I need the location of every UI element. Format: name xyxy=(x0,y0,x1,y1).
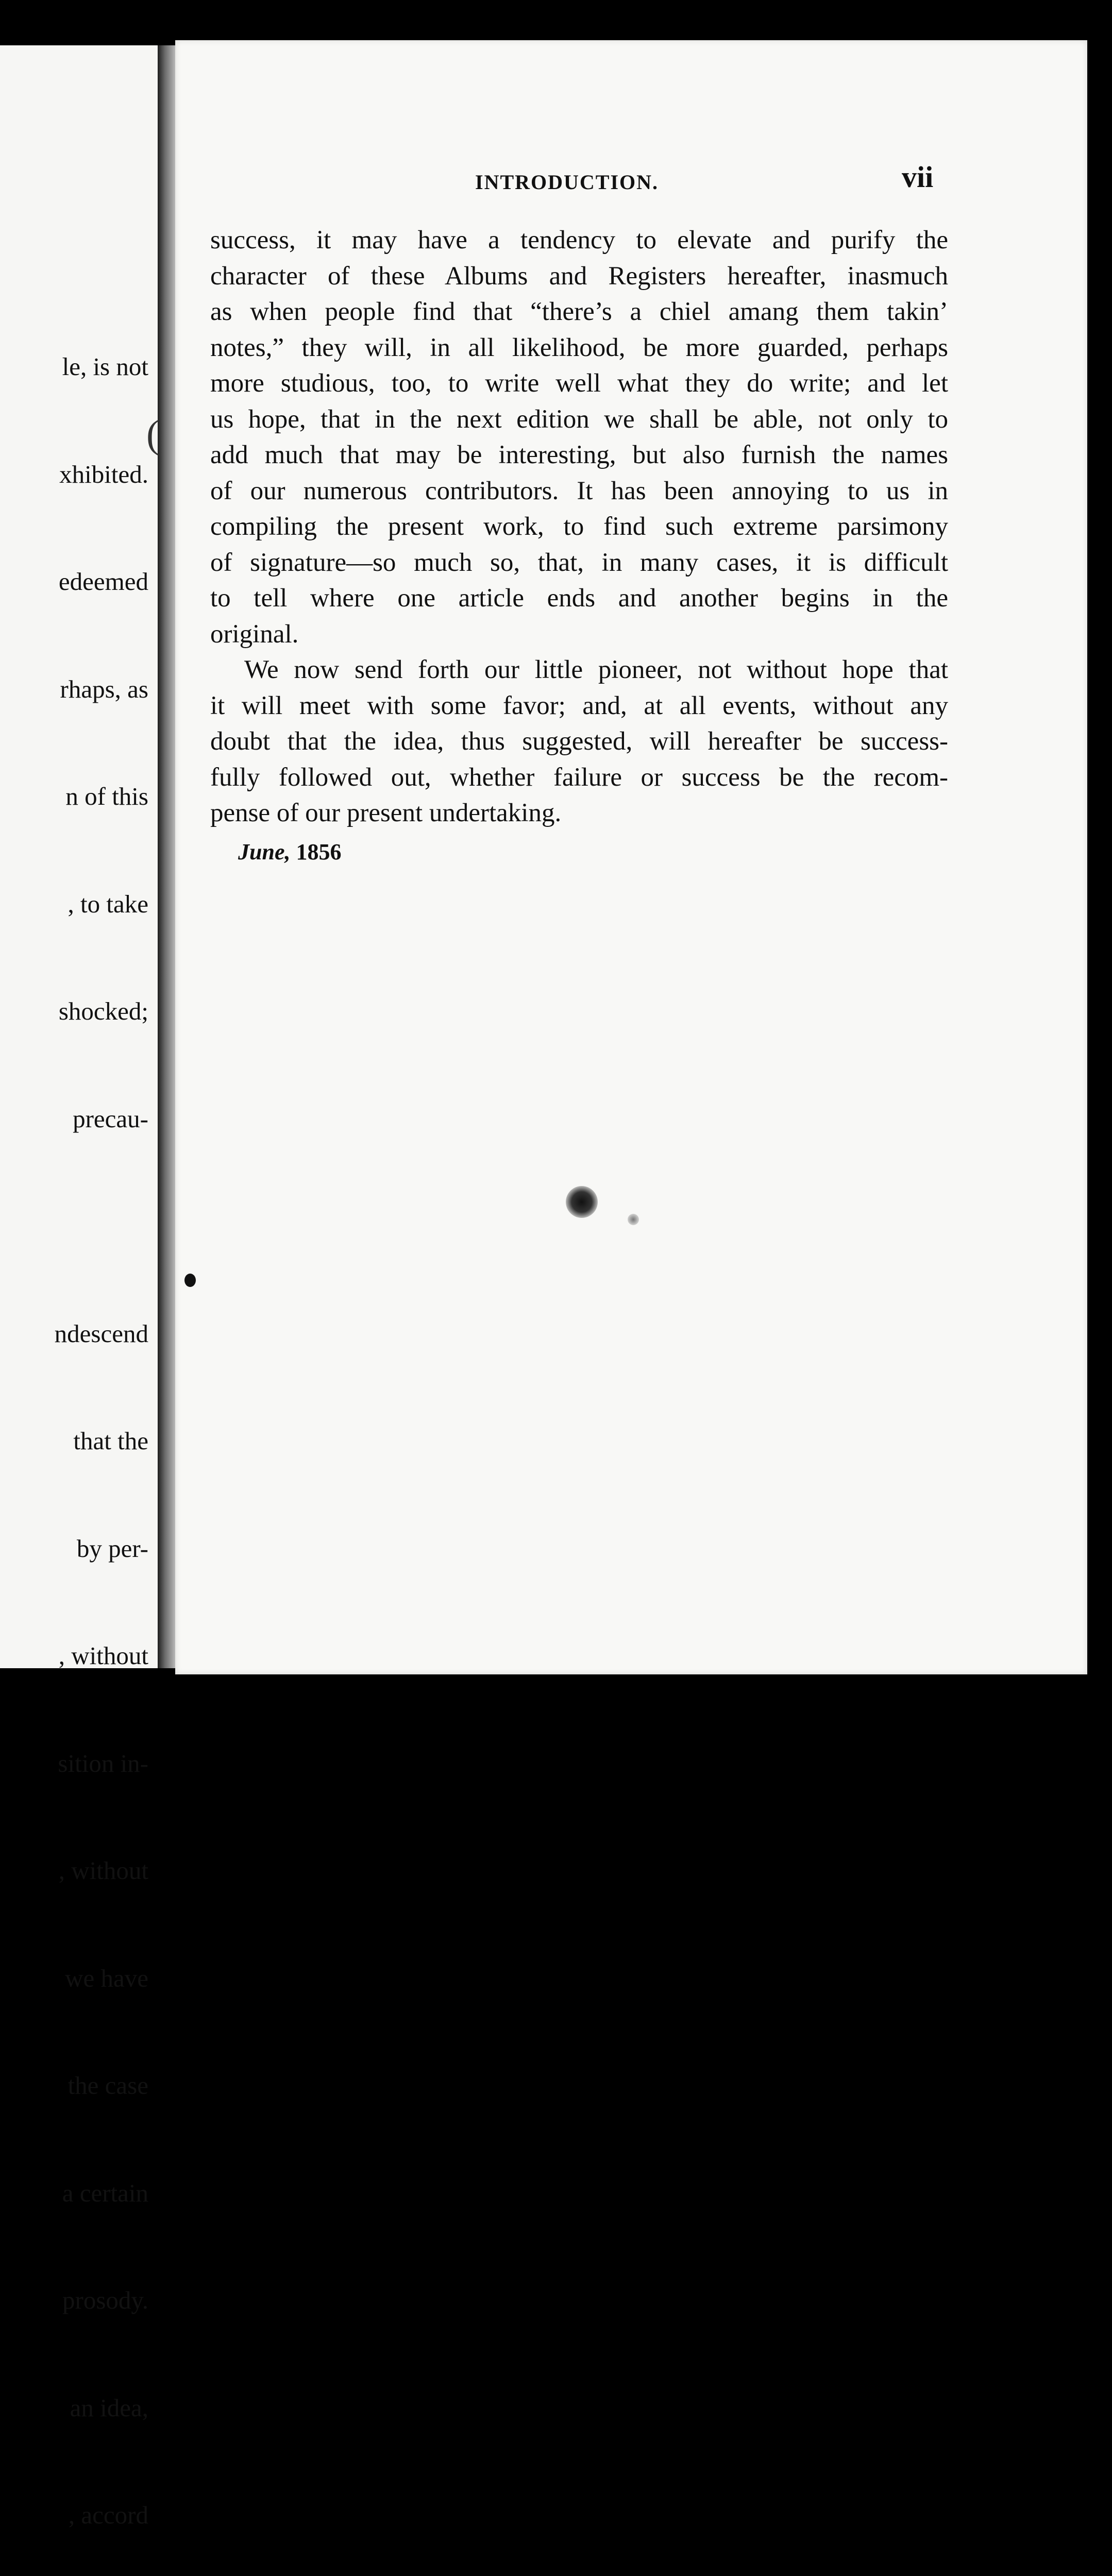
left-page-line: by per- xyxy=(76,1534,148,1563)
body-line: it will meet with some favor; and, at all events, without any xyxy=(210,691,948,720)
left-page-line: le, is not xyxy=(62,352,148,381)
left-page-line: xhibited. xyxy=(59,460,148,488)
page-number: vii xyxy=(902,160,934,194)
left-page-line: prosody. xyxy=(62,2286,148,2314)
body-text xyxy=(210,223,948,832)
left-page-line: an idea, xyxy=(70,2393,148,2422)
left-page xyxy=(0,45,161,2529)
running-head: INTRODUCTION. xyxy=(475,171,659,194)
body-line: success, it may have a tendency to elevate and purify the xyxy=(210,226,948,255)
left-page-line: rhaps, as xyxy=(60,674,148,703)
body-line: add much that may be interesting, but also furnish the names xyxy=(210,440,948,469)
margin-speck xyxy=(184,1274,196,1287)
body-line: more studious, too, to write well what they do write; and let xyxy=(210,369,948,398)
body-line: of our numerous contributors. It has been annoying to us in xyxy=(210,476,948,505)
left-page-line: ndescend xyxy=(54,1319,148,1348)
left-page-line: that the xyxy=(73,1427,148,1455)
left-page-line: n of this xyxy=(65,782,148,810)
body-line: us hope, that in the next edition we shall be able, not only to xyxy=(210,404,948,434)
body-line: original. xyxy=(210,619,299,649)
body-line: fully followed out, whether failure or success be the recom- xyxy=(210,762,948,792)
signature-month: June, xyxy=(238,839,291,865)
left-page-line: edeemed xyxy=(58,567,148,596)
body-line: to tell where one article ends and another begins in the xyxy=(210,584,948,613)
left-page-line: shocked; xyxy=(58,997,148,1025)
body-line: We now send forth our little pioneer, not without hope that xyxy=(244,655,948,684)
margin-bracket-mark: ( xyxy=(146,413,160,456)
left-page-line: a certain xyxy=(62,2178,148,2207)
ink-blot xyxy=(566,1186,598,1218)
left-page-line: , accord xyxy=(68,2501,148,2529)
left-page-gap xyxy=(55,1208,148,1244)
body-line: of signature—so much so, that, in many cases, it is difficult xyxy=(210,548,948,577)
left-page-line: , without xyxy=(58,1641,148,1670)
body-line: notes,” they will, in all likelihood, be more guarded, perhaps xyxy=(210,333,948,362)
ink-speck xyxy=(628,1214,639,1225)
body-line: compiling the present work, to find such extreme parsimony xyxy=(210,512,948,541)
left-page-line: , to take xyxy=(68,889,148,918)
body-line: character of these Albums and Registers hereafter, inasmuch xyxy=(210,261,948,291)
date-signature xyxy=(238,839,341,865)
body-line: doubt that the idea, thus suggested, will hereafter be success- xyxy=(210,727,948,756)
left-page-text xyxy=(55,277,148,2576)
body-line: pense of our present undertaking. xyxy=(210,799,562,827)
left-page-line: the case xyxy=(68,2071,148,2099)
left-page-line: precau- xyxy=(73,1104,148,1133)
left-page-line: , without xyxy=(58,1856,148,1885)
left-page-line: sition in- xyxy=(58,1749,148,1777)
body-line: as when people find that “there’s a chiel amang them takin’ xyxy=(210,297,948,326)
signature-year: 1856 xyxy=(296,839,342,865)
left-page-line: we have xyxy=(65,1963,148,1992)
